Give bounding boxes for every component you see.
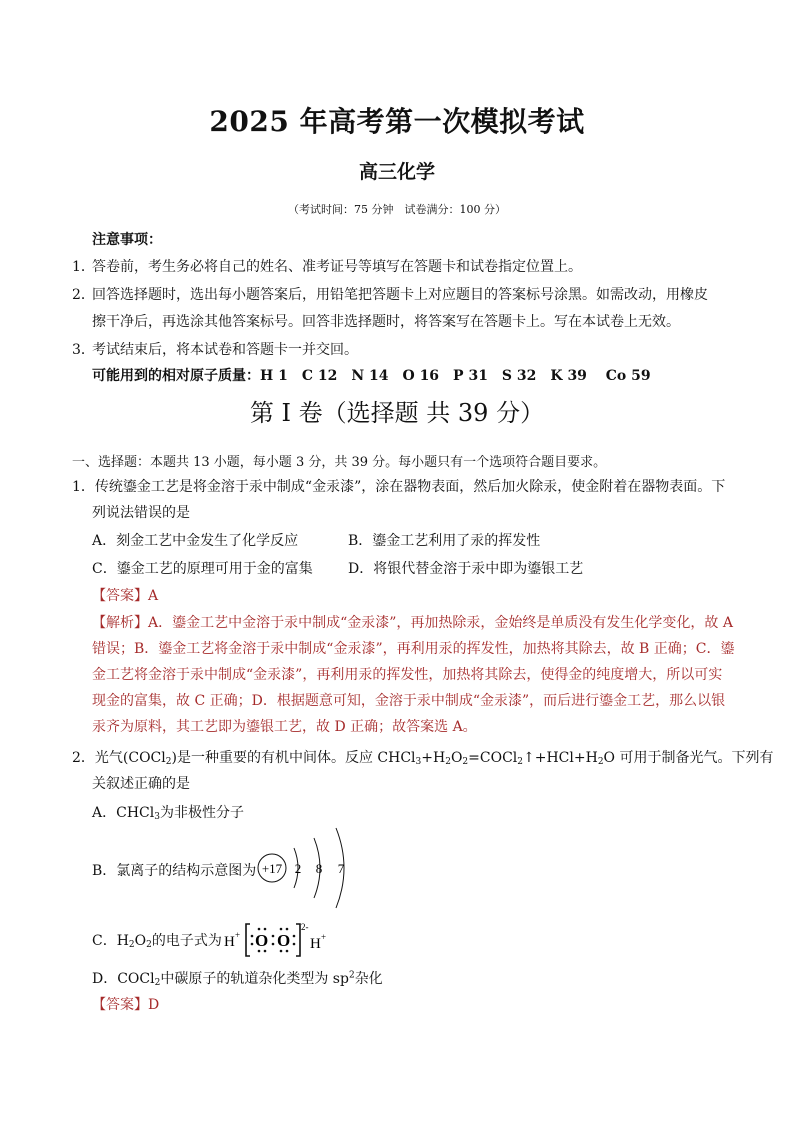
note-3-text: 考试结束后，将本试卷和答题卡一并交回。 [92, 342, 358, 358]
note-2-text-cont: 擦干净后，再选涂其他答案标号。回答非选择题时，将答案写在答题卡上。写在本试卷上无效。 [92, 314, 680, 330]
exam-subtitle: 高三化学 [358, 161, 435, 183]
note-1-text: 答卷前，考生务必将自己的姓名、准考证号等填写在答题卡和试卷指定位置上。 [92, 259, 582, 275]
q1-stem-cont: 列说法错误的是 [92, 505, 190, 521]
atomic-masses: 可能用到的相对原子质量：H 1 C 12 N 14 O 16 P 31 S 32 K 39 Co 59 [92, 368, 651, 384]
q1-option-d: D．将银代替金溶于汞中即为鎏银工艺 [348, 561, 584, 577]
q1-option-c: C．鎏金工艺的原理可用于金的富集 [92, 561, 313, 577]
q1-analysis-line-2: 错误；B．鎏金工艺将金溶于汞中制成“金汞漆”，再利用汞的挥发性，加热将其除去，故 B 正确；C．鎏 [92, 641, 735, 657]
svg-text:H: H [224, 934, 235, 950]
q1-stem: 1．传统鎏金工艺是将金溶于汞中制成“金汞漆”，涂在器物表面，然后加火除汞，使金附着在器物表面。下 [72, 479, 726, 495]
q2-stem-cont: 关叙述正确的是 [92, 776, 190, 792]
q1-analysis-line-4: 现金的富集，故 C 正确；D．根据题意可知，金溶于汞中制成“金汞漆”，而后进行鎏金工艺，那么以银 [92, 693, 726, 709]
peroxide-electron-formula [222, 920, 342, 960]
q2-answer: 【答案】D [92, 997, 160, 1013]
shell-2-electrons: 8 [315, 861, 323, 876]
note-2-text: 回答选择题时，选出每小题答案后，用铅笔把答题卡上对应题目的答案标号涂黑。如需改动，用橡皮 [92, 287, 708, 303]
svg-text:2-: 2- [301, 922, 309, 932]
q1-answer: 【答案】A [92, 588, 159, 604]
section-instructions: 一、选择题：本题共 13 小题，每小题 3 分，共 39 分。每小题只有一个选项符合题目要求。 [72, 455, 607, 470]
q1-analysis-line-1: 【解析】A．鎏金工艺中金溶于汞中制成“金汞漆”，再加热除汞，金始终是单质没有发生化学变化，故 A [92, 615, 733, 631]
shell-1-electrons: 2 [294, 861, 302, 876]
notes-heading: 注意事项： [92, 232, 162, 248]
exam-info: （考试时间：75 分钟 试卷满分：100 分） [288, 203, 506, 216]
svg-text:O: O [255, 931, 269, 950]
note-1-number: 1． [72, 259, 95, 275]
note-3-number: 3． [72, 342, 95, 358]
svg-text:O: O [277, 931, 291, 950]
q1-analysis-line-5: 汞齐为原料，其工艺即为鎏银工艺，故 D 正确；故答案选 A。 [92, 719, 477, 735]
q2-option-d: D．COCl$_2$中碳原子的轨道杂化类型为 $sp^2$杂化 [92, 970, 383, 988]
exam-title: 2025 年高考第一次模拟考试 [209, 105, 585, 138]
q1-option-a: A．刻金工艺中金发生了化学反应 [92, 533, 299, 549]
svg-text:H: H [310, 936, 321, 952]
q1-analysis-line-3: 金工艺将金溶于汞中制成“金汞漆”，再利用汞的挥发性，加热将其除去，使得金的纯度增大，所以可实 [92, 667, 723, 683]
q2-option-a: A．CHCl$_3$为非极性分子 [92, 805, 244, 822]
shell-3-electrons: 7 [337, 861, 345, 876]
nucleus-charge: +17 [261, 861, 283, 876]
chloride-ion-structure-diagram [254, 822, 364, 914]
note-2-number: 2． [72, 287, 95, 303]
svg-text:+: + [321, 932, 327, 942]
svg-text:+: + [235, 930, 241, 940]
q2-option-c: C．$H_2O_2$的电子式为 [92, 933, 222, 950]
q2-option-b: B．氯离子的结构示意图为 [92, 863, 257, 879]
section-title: 第 I 卷（选择题 共 39 分） [249, 399, 545, 427]
q1-option-b: B．鎏金工艺利用了汞的挥发性 [348, 533, 541, 549]
q2-stem: 2．光气(COCl$_2$)是一种重要的有机中间体。反应 $CHCl_3+H_2O_2=COCl_2↑+HCl+H_2O$ 可用于制备光气。下列有 [72, 750, 774, 767]
